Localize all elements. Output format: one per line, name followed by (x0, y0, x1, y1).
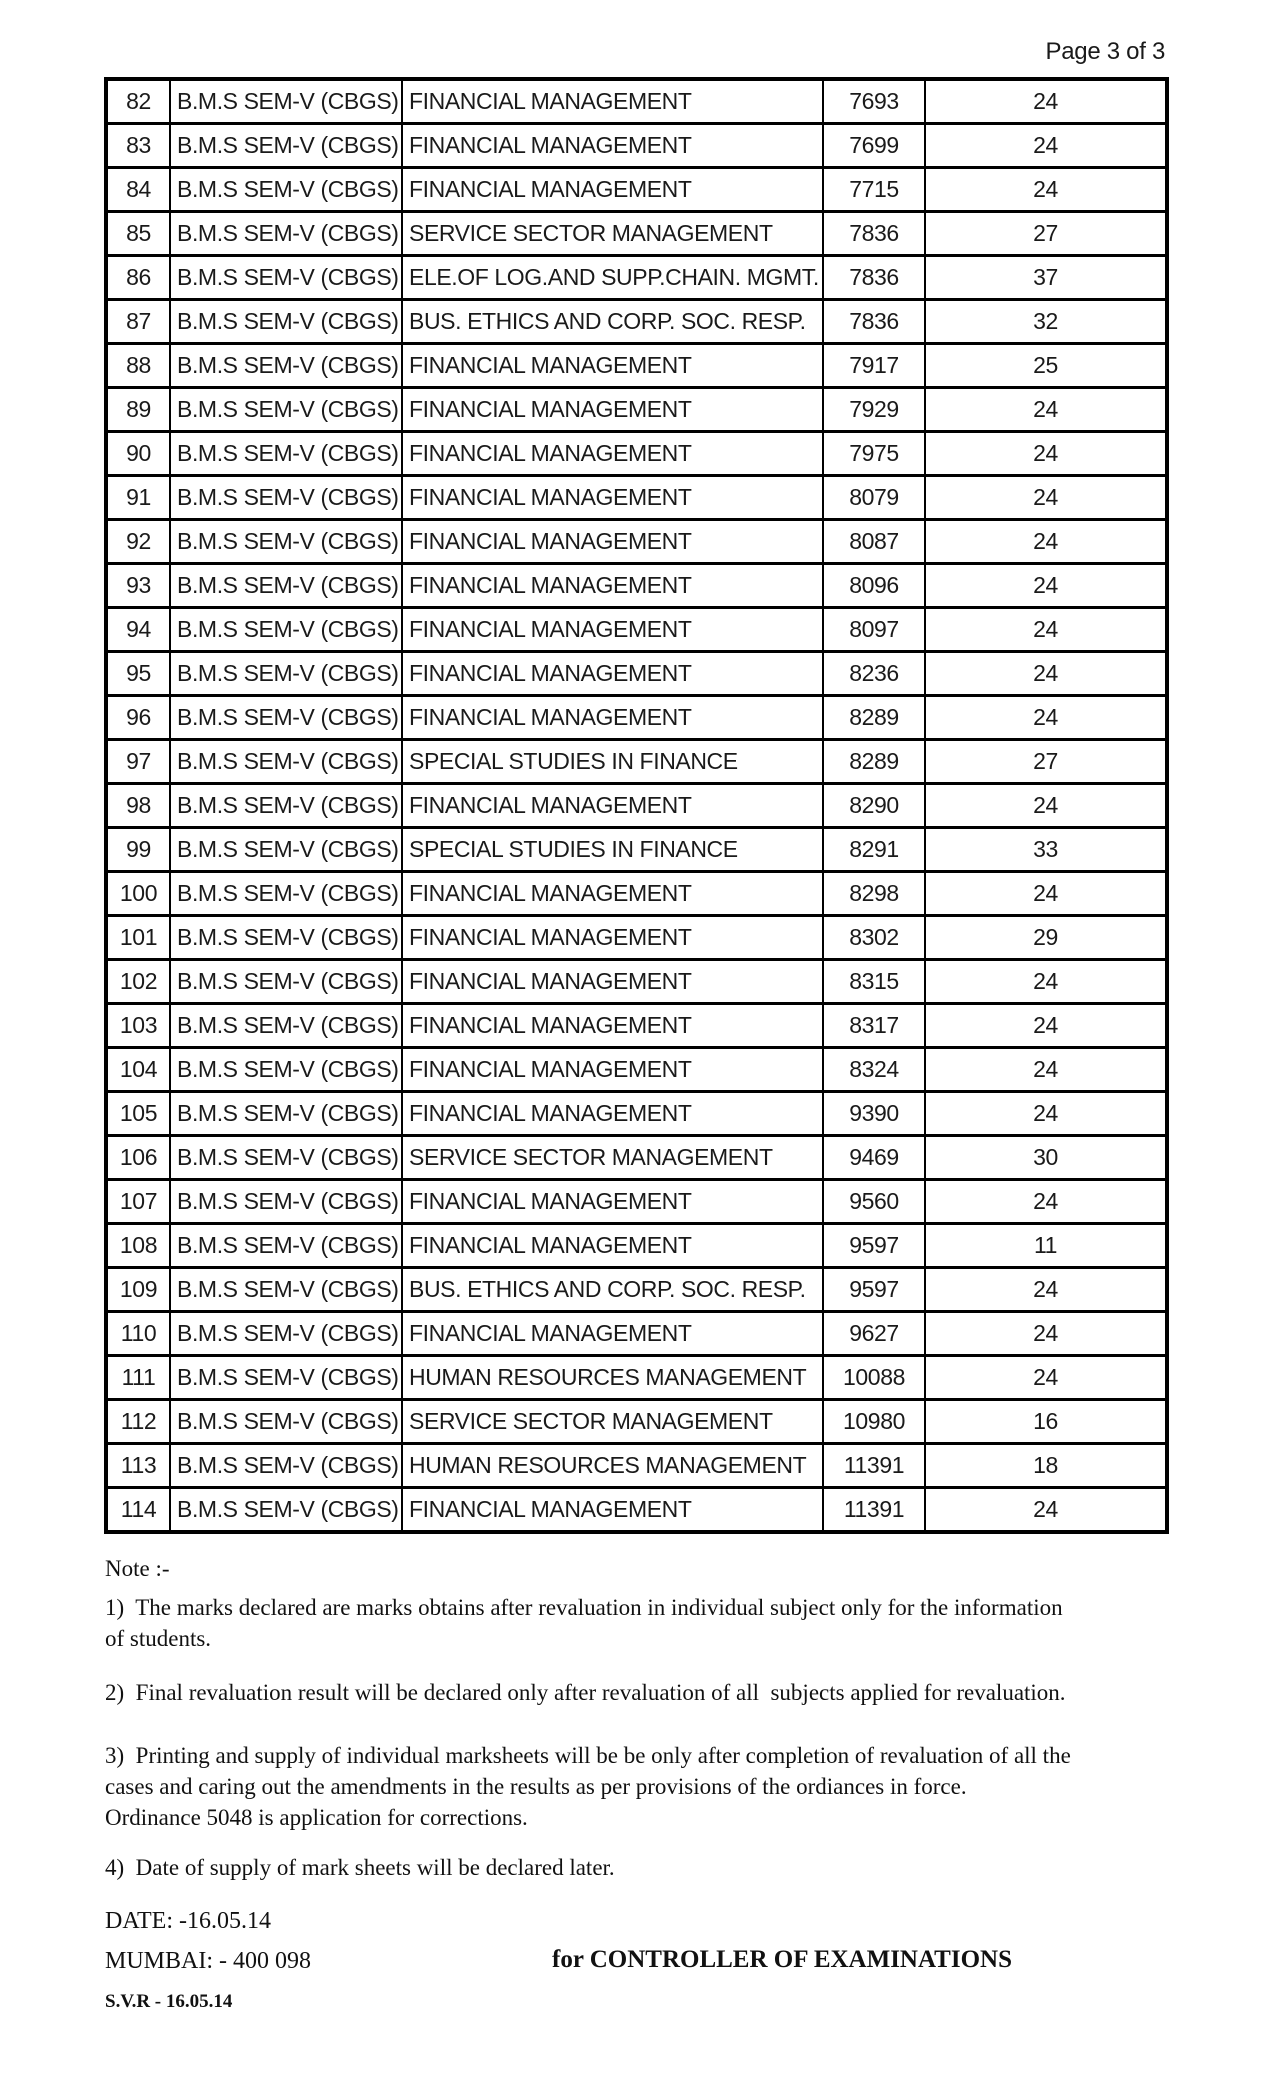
seat-number-cell: 9597 (823, 1224, 925, 1268)
course-cell: B.M.S SEM-V (CBGS) (170, 960, 402, 1004)
marks-cell: 24 (925, 1048, 1167, 1092)
course-cell: B.M.S SEM-V (CBGS) (170, 784, 402, 828)
table-row (106, 1400, 1167, 1444)
course-cell: B.M.S SEM-V (CBGS) (170, 652, 402, 696)
table-row (106, 212, 1167, 256)
subject-cell: SERVICE SECTOR MANAGEMENT (402, 1136, 823, 1180)
seat-number-cell: 8096 (823, 564, 925, 608)
course-cell: B.M.S SEM-V (CBGS) (170, 1004, 402, 1048)
seat-number-cell: 9560 (823, 1180, 925, 1224)
table-row (106, 916, 1167, 960)
marks-cell: 24 (925, 168, 1167, 212)
page-indicator: Page 3 of 3 (1045, 38, 1165, 65)
seat-number-cell: 7836 (823, 256, 925, 300)
subject-cell: FINANCIAL MANAGEMENT (402, 872, 823, 916)
serial-number-cell: 109 (106, 1268, 170, 1312)
footer-signatory: for CONTROLLER OF EXAMINATIONS (552, 1946, 1012, 1973)
subject-cell: FINANCIAL MANAGEMENT (402, 168, 823, 212)
marks-cell: 33 (925, 828, 1167, 872)
table-row (106, 1488, 1167, 1533)
subject-cell: FINANCIAL MANAGEMENT (402, 520, 823, 564)
subject-cell: FINANCIAL MANAGEMENT (402, 1004, 823, 1048)
subject-cell: FINANCIAL MANAGEMENT (402, 1224, 823, 1268)
course-cell: B.M.S SEM-V (CBGS) (170, 1444, 402, 1488)
seat-number-cell: 8302 (823, 916, 925, 960)
serial-number-cell: 92 (106, 520, 170, 564)
marks-cell: 30 (925, 1136, 1167, 1180)
table-row (106, 432, 1167, 476)
subject-cell: HUMAN RESOURCES MANAGEMENT (402, 1356, 823, 1400)
subject-cell: HUMAN RESOURCES MANAGEMENT (402, 1444, 823, 1488)
seat-number-cell: 8097 (823, 608, 925, 652)
serial-number-cell: 93 (106, 564, 170, 608)
table-row (106, 388, 1167, 432)
footer-date: DATE: -16.05.14 (105, 1908, 271, 1934)
marks-cell: 24 (925, 608, 1167, 652)
serial-number-cell: 85 (106, 212, 170, 256)
serial-number-cell: 95 (106, 652, 170, 696)
table-row (106, 828, 1167, 872)
course-cell: B.M.S SEM-V (CBGS) (170, 564, 402, 608)
course-cell: B.M.S SEM-V (CBGS) (170, 344, 402, 388)
course-cell: B.M.S SEM-V (CBGS) (170, 740, 402, 784)
marks-cell: 24 (925, 564, 1167, 608)
serial-number-cell: 98 (106, 784, 170, 828)
subject-cell: FINANCIAL MANAGEMENT (402, 1092, 823, 1136)
serial-number-cell: 102 (106, 960, 170, 1004)
table-row (106, 960, 1167, 1004)
seat-number-cell: 8291 (823, 828, 925, 872)
note-paragraph-1 (105, 1592, 1063, 1654)
seat-number-cell: 8290 (823, 784, 925, 828)
table-row (106, 1048, 1167, 1092)
note-line: 4) Date of supply of mark sheets will be declared later. (105, 1855, 615, 1880)
table-row (106, 520, 1167, 564)
seat-number-cell: 7917 (823, 344, 925, 388)
subject-cell: FINANCIAL MANAGEMENT (402, 1048, 823, 1092)
table-row (106, 608, 1167, 652)
revaluation-results-table (104, 77, 1169, 1534)
course-cell: B.M.S SEM-V (CBGS) (170, 916, 402, 960)
marks-cell: 24 (925, 1268, 1167, 1312)
seat-number-cell: 8317 (823, 1004, 925, 1048)
course-cell: B.M.S SEM-V (CBGS) (170, 168, 402, 212)
serial-number-cell: 99 (106, 828, 170, 872)
serial-number-cell: 90 (106, 432, 170, 476)
subject-cell: SERVICE SECTOR MANAGEMENT (402, 212, 823, 256)
serial-number-cell: 112 (106, 1400, 170, 1444)
course-cell: B.M.S SEM-V (CBGS) (170, 1312, 402, 1356)
table-row (106, 1268, 1167, 1312)
course-cell: B.M.S SEM-V (CBGS) (170, 432, 402, 476)
course-cell: B.M.S SEM-V (CBGS) (170, 1400, 402, 1444)
serial-number-cell: 103 (106, 1004, 170, 1048)
course-cell: B.M.S SEM-V (CBGS) (170, 476, 402, 520)
table-row (106, 344, 1167, 388)
table-row (106, 300, 1167, 344)
serial-number-cell: 108 (106, 1224, 170, 1268)
seat-number-cell: 9627 (823, 1312, 925, 1356)
course-cell: B.M.S SEM-V (CBGS) (170, 1224, 402, 1268)
seat-number-cell: 9597 (823, 1268, 925, 1312)
note-paragraph-2 (105, 1677, 1066, 1708)
subject-cell: FINANCIAL MANAGEMENT (402, 696, 823, 740)
seat-number-cell: 9390 (823, 1092, 925, 1136)
seat-number-cell: 11391 (823, 1488, 925, 1533)
seat-number-cell: 8289 (823, 696, 925, 740)
marks-cell: 11 (925, 1224, 1167, 1268)
table-row (106, 872, 1167, 916)
notes-heading: Note :- (105, 1556, 170, 1581)
course-cell: B.M.S SEM-V (CBGS) (170, 1488, 402, 1533)
course-cell: B.M.S SEM-V (CBGS) (170, 212, 402, 256)
serial-number-cell: 113 (106, 1444, 170, 1488)
course-cell: B.M.S SEM-V (CBGS) (170, 300, 402, 344)
subject-cell: FINANCIAL MANAGEMENT (402, 344, 823, 388)
marks-cell: 24 (925, 1312, 1167, 1356)
marks-cell: 24 (925, 1356, 1167, 1400)
subject-cell: FINANCIAL MANAGEMENT (402, 784, 823, 828)
subject-cell: FINANCIAL MANAGEMENT (402, 1488, 823, 1533)
seat-number-cell: 8298 (823, 872, 925, 916)
table-row (106, 1092, 1167, 1136)
note-paragraph-4 (105, 1852, 615, 1883)
seat-number-cell: 8087 (823, 520, 925, 564)
marks-cell: 24 (925, 960, 1167, 1004)
serial-number-cell: 88 (106, 344, 170, 388)
note-line: 3) Printing and supply of individual marksheets will be be only after completion of revaluation of all the (105, 1743, 1071, 1768)
subject-cell: SPECIAL STUDIES IN FINANCE (402, 828, 823, 872)
course-cell: B.M.S SEM-V (CBGS) (170, 1092, 402, 1136)
serial-number-cell: 91 (106, 476, 170, 520)
seat-number-cell: 7699 (823, 124, 925, 168)
serial-number-cell: 110 (106, 1312, 170, 1356)
note-line: 1) The marks declared are marks obtains after revaluation in individual subject only for the information (105, 1595, 1063, 1620)
subject-cell: SPECIAL STUDIES IN FINANCE (402, 740, 823, 784)
seat-number-cell: 7693 (823, 79, 925, 124)
course-cell: B.M.S SEM-V (CBGS) (170, 124, 402, 168)
marks-cell: 24 (925, 1180, 1167, 1224)
seat-number-cell: 8289 (823, 740, 925, 784)
note-line: cases and caring out the amendments in the results as per provisions of the ordiances in force. (105, 1774, 967, 1799)
subject-cell: FINANCIAL MANAGEMENT (402, 476, 823, 520)
marks-cell: 27 (925, 212, 1167, 256)
note-line: of students. (105, 1626, 212, 1651)
marks-cell: 24 (925, 79, 1167, 124)
course-cell: B.M.S SEM-V (CBGS) (170, 520, 402, 564)
table-row (106, 1356, 1167, 1400)
subject-cell: ELE.OF LOG.AND SUPP.CHAIN. MGMT. (402, 256, 823, 300)
subject-cell: FINANCIAL MANAGEMENT (402, 608, 823, 652)
footer-place: MUMBAI: - 400 098 (105, 1948, 312, 1974)
marks-cell: 24 (925, 784, 1167, 828)
serial-number-cell: 84 (106, 168, 170, 212)
marks-cell: 24 (925, 388, 1167, 432)
subject-cell: FINANCIAL MANAGEMENT (402, 1312, 823, 1356)
table-row (106, 1224, 1167, 1268)
subject-cell: FINANCIAL MANAGEMENT (402, 652, 823, 696)
seat-number-cell: 11391 (823, 1444, 925, 1488)
table-row (106, 1136, 1167, 1180)
marks-cell: 24 (925, 1092, 1167, 1136)
marks-cell: 24 (925, 432, 1167, 476)
serial-number-cell: 86 (106, 256, 170, 300)
table-row (106, 696, 1167, 740)
serial-number-cell: 89 (106, 388, 170, 432)
table-row (106, 1004, 1167, 1048)
seat-number-cell: 10980 (823, 1400, 925, 1444)
marks-cell: 29 (925, 916, 1167, 960)
footer-reference: S.V.R - 16.05.14 (105, 1991, 233, 2012)
subject-cell: FINANCIAL MANAGEMENT (402, 564, 823, 608)
seat-number-cell: 10088 (823, 1356, 925, 1400)
marks-cell: 37 (925, 256, 1167, 300)
subject-cell: FINANCIAL MANAGEMENT (402, 432, 823, 476)
subject-cell: FINANCIAL MANAGEMENT (402, 79, 823, 124)
seat-number-cell: 7929 (823, 388, 925, 432)
table-row (106, 1180, 1167, 1224)
table-row (106, 79, 1167, 124)
seat-number-cell: 7836 (823, 300, 925, 344)
table-row (106, 256, 1167, 300)
course-cell: B.M.S SEM-V (CBGS) (170, 1268, 402, 1312)
serial-number-cell: 97 (106, 740, 170, 784)
table-row (106, 564, 1167, 608)
course-cell: B.M.S SEM-V (CBGS) (170, 608, 402, 652)
serial-number-cell: 111 (106, 1356, 170, 1400)
marks-cell: 18 (925, 1444, 1167, 1488)
marks-cell: 27 (925, 740, 1167, 784)
seat-number-cell: 8079 (823, 476, 925, 520)
course-cell: B.M.S SEM-V (CBGS) (170, 1180, 402, 1224)
marks-cell: 24 (925, 124, 1167, 168)
subject-cell: BUS. ETHICS AND CORP. SOC. RESP. (402, 1268, 823, 1312)
course-cell: B.M.S SEM-V (CBGS) (170, 872, 402, 916)
marks-cell: 24 (925, 872, 1167, 916)
serial-number-cell: 104 (106, 1048, 170, 1092)
marks-cell: 25 (925, 344, 1167, 388)
serial-number-cell: 83 (106, 124, 170, 168)
serial-number-cell: 96 (106, 696, 170, 740)
seat-number-cell: 8236 (823, 652, 925, 696)
seat-number-cell: 9469 (823, 1136, 925, 1180)
subject-cell: FINANCIAL MANAGEMENT (402, 916, 823, 960)
marks-cell: 24 (925, 1488, 1167, 1533)
note-line: 2) Final revaluation result will be declared only after revaluation of all subjects applied for revaluation. (105, 1680, 1066, 1705)
course-cell: B.M.S SEM-V (CBGS) (170, 696, 402, 740)
serial-number-cell: 114 (106, 1488, 170, 1533)
serial-number-cell: 82 (106, 79, 170, 124)
table-row (106, 124, 1167, 168)
serial-number-cell: 105 (106, 1092, 170, 1136)
note-line: Ordinance 5048 is application for corrections. (105, 1805, 528, 1830)
table-row (106, 652, 1167, 696)
marks-cell: 24 (925, 520, 1167, 564)
seat-number-cell: 7836 (823, 212, 925, 256)
subject-cell: FINANCIAL MANAGEMENT (402, 1180, 823, 1224)
serial-number-cell: 101 (106, 916, 170, 960)
seat-number-cell: 7715 (823, 168, 925, 212)
course-cell: B.M.S SEM-V (CBGS) (170, 388, 402, 432)
course-cell: B.M.S SEM-V (CBGS) (170, 1356, 402, 1400)
seat-number-cell: 7975 (823, 432, 925, 476)
serial-number-cell: 94 (106, 608, 170, 652)
marks-cell: 24 (925, 652, 1167, 696)
subject-cell: FINANCIAL MANAGEMENT (402, 388, 823, 432)
subject-cell: SERVICE SECTOR MANAGEMENT (402, 1400, 823, 1444)
course-cell: B.M.S SEM-V (CBGS) (170, 256, 402, 300)
subject-cell: BUS. ETHICS AND CORP. SOC. RESP. (402, 300, 823, 344)
serial-number-cell: 106 (106, 1136, 170, 1180)
marks-cell: 24 (925, 696, 1167, 740)
serial-number-cell: 87 (106, 300, 170, 344)
note-paragraph-3 (105, 1740, 1071, 1833)
seat-number-cell: 8324 (823, 1048, 925, 1092)
serial-number-cell: 100 (106, 872, 170, 916)
table-row (106, 168, 1167, 212)
table-row (106, 476, 1167, 520)
subject-cell: FINANCIAL MANAGEMENT (402, 124, 823, 168)
table-row (106, 784, 1167, 828)
marks-cell: 24 (925, 1004, 1167, 1048)
marks-cell: 16 (925, 1400, 1167, 1444)
table-row (106, 740, 1167, 784)
subject-cell: FINANCIAL MANAGEMENT (402, 960, 823, 1004)
course-cell: B.M.S SEM-V (CBGS) (170, 79, 402, 124)
seat-number-cell: 8315 (823, 960, 925, 1004)
marks-cell: 32 (925, 300, 1167, 344)
table-row (106, 1444, 1167, 1488)
results-table-body (106, 79, 1167, 1532)
course-cell: B.M.S SEM-V (CBGS) (170, 1136, 402, 1180)
marks-cell: 24 (925, 476, 1167, 520)
course-cell: B.M.S SEM-V (CBGS) (170, 1048, 402, 1092)
course-cell: B.M.S SEM-V (CBGS) (170, 828, 402, 872)
serial-number-cell: 107 (106, 1180, 170, 1224)
table-row (106, 1312, 1167, 1356)
